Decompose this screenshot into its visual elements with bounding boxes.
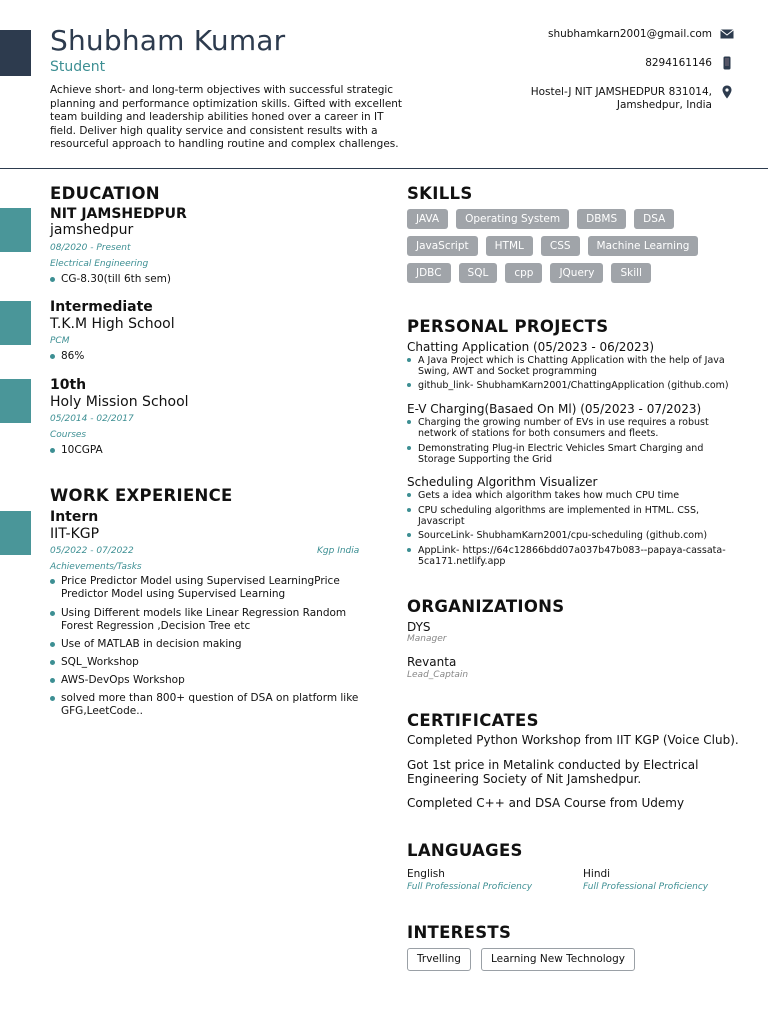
certificate-item: Completed Python Workshop from IIT KGP (Voice Club). bbox=[407, 733, 739, 747]
education-school: Holy Mission School bbox=[50, 394, 189, 410]
skill-tag: Skill bbox=[611, 263, 651, 283]
location-pin-icon bbox=[720, 85, 734, 99]
address-text: Hostel-J NIT JAMSHEDPUR 831014, Jamshedpur, India bbox=[530, 86, 712, 111]
skill-tag: JQuery bbox=[550, 263, 603, 283]
interests-heading: INTERESTS bbox=[407, 923, 512, 942]
work-bullet: Use of MATLAB in decision making bbox=[50, 638, 360, 651]
languages-heading: LANGUAGES bbox=[407, 841, 523, 860]
skill-tag: CSS bbox=[541, 236, 580, 256]
interest-tag: Learning New Technology bbox=[481, 948, 635, 971]
skill-tag: cpp bbox=[505, 263, 542, 283]
skill-tag: Machine Learning bbox=[588, 236, 699, 256]
project-bullet: Gets a idea which algorithm takes how much CPU time bbox=[407, 490, 737, 501]
organizations-heading: ORGANIZATIONS bbox=[407, 597, 565, 616]
project-title: E-V Charging(Basaed On Ml) (05/2023 - 07/2023) bbox=[407, 402, 702, 416]
contact-phone[interactable] bbox=[444, 57, 734, 70]
education-dates: 05/2014 - 02/2017 bbox=[50, 414, 134, 424]
project-title: Chatting Application (05/2023 - 06/2023) bbox=[407, 340, 655, 354]
education-dates: 08/2020 - Present bbox=[50, 243, 131, 253]
organization-name: Revanta bbox=[407, 655, 457, 669]
certificate-item: Got 1st price in Metalink conducted by Electrical Engineering Society of Nit Jamshedpur. bbox=[407, 758, 699, 786]
education-bullet: 86% bbox=[50, 350, 84, 363]
education-location: jamshedpur bbox=[50, 222, 134, 238]
skill-tag: DSA bbox=[634, 209, 674, 229]
language-level: Full Professional Proficiency bbox=[407, 882, 533, 892]
education-title: NIT JAMSHEDPUR bbox=[50, 206, 187, 222]
education-title: 10th bbox=[50, 377, 87, 393]
language-name: Hindi bbox=[583, 868, 611, 880]
language-level: Full Professional Proficiency bbox=[583, 882, 709, 892]
work-bullet: Using Different models like Linear Regression Random Forest Regression ,Decision Tree etc bbox=[50, 607, 360, 633]
project-title: Scheduling Algorithm Visualizer bbox=[407, 475, 598, 489]
project-bullet: Charging the growing number of EVs in use requires a robust network of stations for both consumers and fleets. bbox=[407, 417, 717, 439]
education-heading: EDUCATION bbox=[50, 184, 160, 203]
skill-tag: DBMS bbox=[577, 209, 626, 229]
project-bullet[interactable]: AppLink- https://64c12866bdd07a037b47b083--papaya-cassata-5ca171.netlify.app bbox=[407, 545, 727, 567]
education-marker bbox=[0, 379, 31, 423]
education-marker bbox=[0, 208, 31, 252]
education-field: Electrical Engineering bbox=[50, 259, 149, 269]
header-accent-bar bbox=[0, 30, 31, 76]
work-bullet: SQL_Workshop bbox=[50, 656, 360, 669]
work-bullet: Price Predictor Model using Supervised LearningPrice Predictor Model using Supervised Learning bbox=[50, 575, 360, 601]
work-meta: Achievements/Tasks bbox=[50, 562, 142, 572]
education-marker bbox=[0, 301, 31, 345]
skill-tag: SQL bbox=[459, 263, 498, 283]
envelope-icon bbox=[720, 27, 734, 41]
candidate-role: Student bbox=[50, 59, 106, 75]
skills-heading: SKILLS bbox=[407, 184, 473, 203]
interest-tag: Trvelling bbox=[407, 948, 471, 971]
header-divider bbox=[0, 168, 768, 169]
project-bullet: CPU scheduling algorithms are implemented in HTML. CSS, Javascript bbox=[407, 505, 717, 527]
summary-text: Achieve short- and long-term objectives with successful strategic planning and performance optimization skills. Gifted with excellent team building and leadership abilities honed over a career in IT field. Deliver high quality service and consistent results with a resourceful approach to handling routine and complex challenges. bbox=[50, 84, 403, 150]
phone-icon bbox=[720, 56, 734, 70]
skill-tag: HTML bbox=[486, 236, 533, 256]
skills-list bbox=[407, 209, 737, 283]
project-bullet[interactable]: SourceLink- ShubhamKarn2001/cpu-scheduling (github.com) bbox=[407, 530, 737, 541]
work-heading: WORK EXPERIENCE bbox=[50, 486, 233, 505]
work-bullet: solved more than 800+ question of DSA on platform like GFG,LeetCode.. bbox=[50, 692, 360, 718]
project-bullet[interactable]: github_link- ShubhamKarn2001/ChattingApplication (github.com) bbox=[407, 380, 737, 391]
contact-email[interactable] bbox=[444, 28, 734, 41]
education-bullet: 10CGPA bbox=[50, 444, 103, 457]
organization-role: Lead_Captain bbox=[407, 670, 469, 680]
projects-heading: PERSONAL PROJECTS bbox=[407, 317, 609, 336]
skill-tag: JAVA bbox=[407, 209, 448, 229]
language-name: English bbox=[407, 868, 445, 880]
project-bullet: A Java Project which is Chatting Application with the help of Java Swing, AWT and Socket programming bbox=[407, 355, 737, 377]
organization-name: DYS bbox=[407, 620, 431, 634]
work-dates: 05/2022 - 07/2022 bbox=[50, 546, 134, 556]
candidate-name: Shubham Kumar bbox=[50, 24, 286, 57]
organization-role: Manager bbox=[407, 634, 447, 644]
phone-text: 8294161146 bbox=[645, 57, 712, 69]
education-school: T.K.M High School bbox=[50, 316, 175, 332]
work-title: Intern bbox=[50, 509, 99, 525]
education-field: Courses bbox=[50, 430, 87, 440]
contact-address bbox=[464, 86, 734, 112]
work-company: IIT-KGP bbox=[50, 526, 100, 542]
project-bullet: Demonstrating Plug-in Electric Vehicles Smart Charging and Storage Supporting the Grid bbox=[407, 443, 717, 465]
education-bullet: CG-8.30(till 6th sem) bbox=[50, 273, 171, 286]
certificate-item: Completed C++ and DSA Course from Udemy bbox=[407, 796, 685, 810]
work-marker bbox=[0, 511, 31, 555]
skill-tag: Operating System bbox=[456, 209, 569, 229]
skill-tag: JavaScript bbox=[407, 236, 478, 256]
work-location: Kgp India bbox=[317, 546, 360, 556]
certificates-heading: CERTIFICATES bbox=[407, 711, 539, 730]
education-field: PCM bbox=[50, 336, 70, 346]
work-bullet: AWS-DevOps Workshop bbox=[50, 674, 360, 687]
education-title: Intermediate bbox=[50, 299, 153, 315]
email-text: shubhamkarn2001@gmail.com bbox=[547, 28, 712, 40]
skill-tag: JDBC bbox=[407, 263, 451, 283]
